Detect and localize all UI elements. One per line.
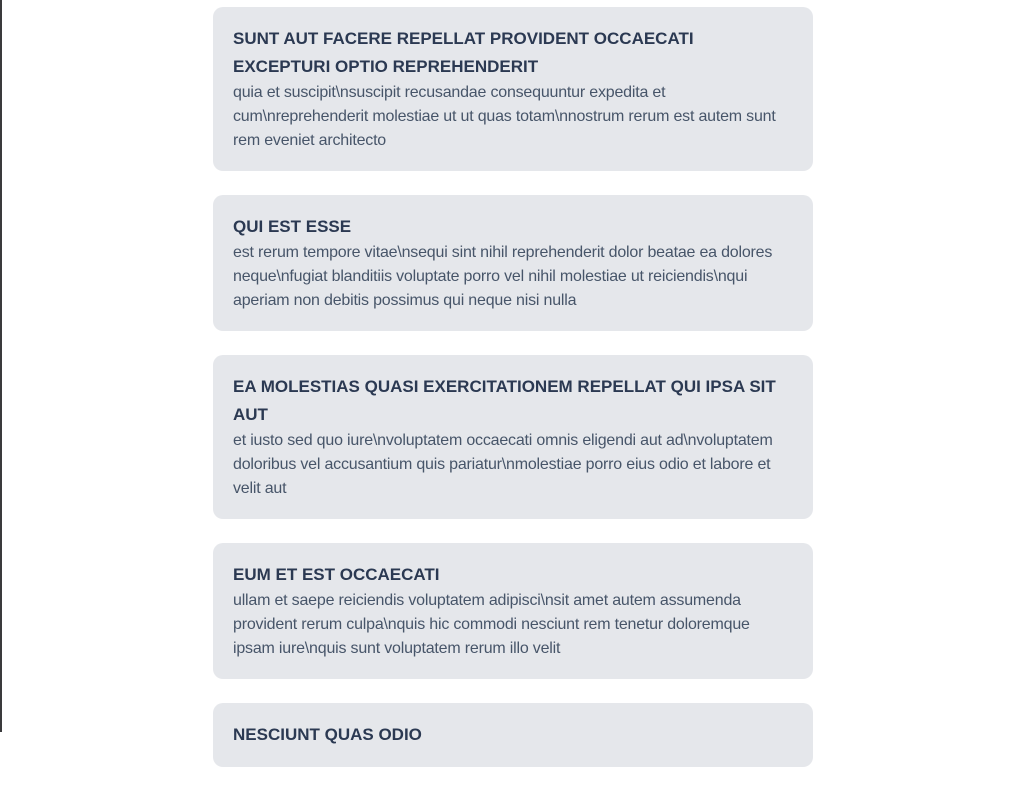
post-body: ullam et saepe reiciendis voluptatem adipisci\nsit amet autem assumenda provident rerum culpa\nquis hic commodi nesciunt rem tenetur doloremque ipsam iure\nquis sunt voluptatem rerum illo velit [233, 592, 750, 657]
post-body: et iusto sed quo iure\nvoluptatem occaecati omnis eligendi aut ad\nvoluptatem doloribus vel accusantium quis pariatur\nmolestiae porro eius odio et labore et velit aut [233, 432, 773, 497]
post-title: EUM ET EST OCCAECATI [233, 565, 440, 584]
post-card[interactable] [213, 7, 813, 171]
post-title: SUNT AUT FACERE REPELLAT PROVIDENT OCCAECATI EXCEPTURI OPTIO REPREHENDERIT [233, 29, 694, 76]
post-title: NESCIUNT QUAS ODIO [233, 725, 422, 744]
posts-list [213, 7, 813, 791]
post-body: quia et suscipit\nsuscipit recusandae consequuntur expedita et cum\nreprehenderit molestiae ut ut quas totam\nnostrum rerum est autem sunt rem eveniet architecto [233, 84, 776, 149]
post-title: QUI EST ESSE [233, 217, 352, 236]
post-card[interactable] [213, 355, 813, 519]
post-card[interactable] [213, 543, 813, 679]
post-card[interactable] [213, 703, 813, 767]
post-title: EA MOLESTIAS QUASI EXERCITATIONEM REPELLAT QUI IPSA SIT AUT [233, 377, 776, 424]
post-body: est rerum tempore vitae\nsequi sint nihil reprehenderit dolor beatae ea dolores neque\nfugiat blanditiis voluptate porro vel nihil molestiae ut reiciendis\nqui aperiam non debitis possimus qui neque nisi nulla [233, 244, 773, 309]
window-left-border [0, 0, 2, 732]
post-card[interactable] [213, 195, 813, 331]
